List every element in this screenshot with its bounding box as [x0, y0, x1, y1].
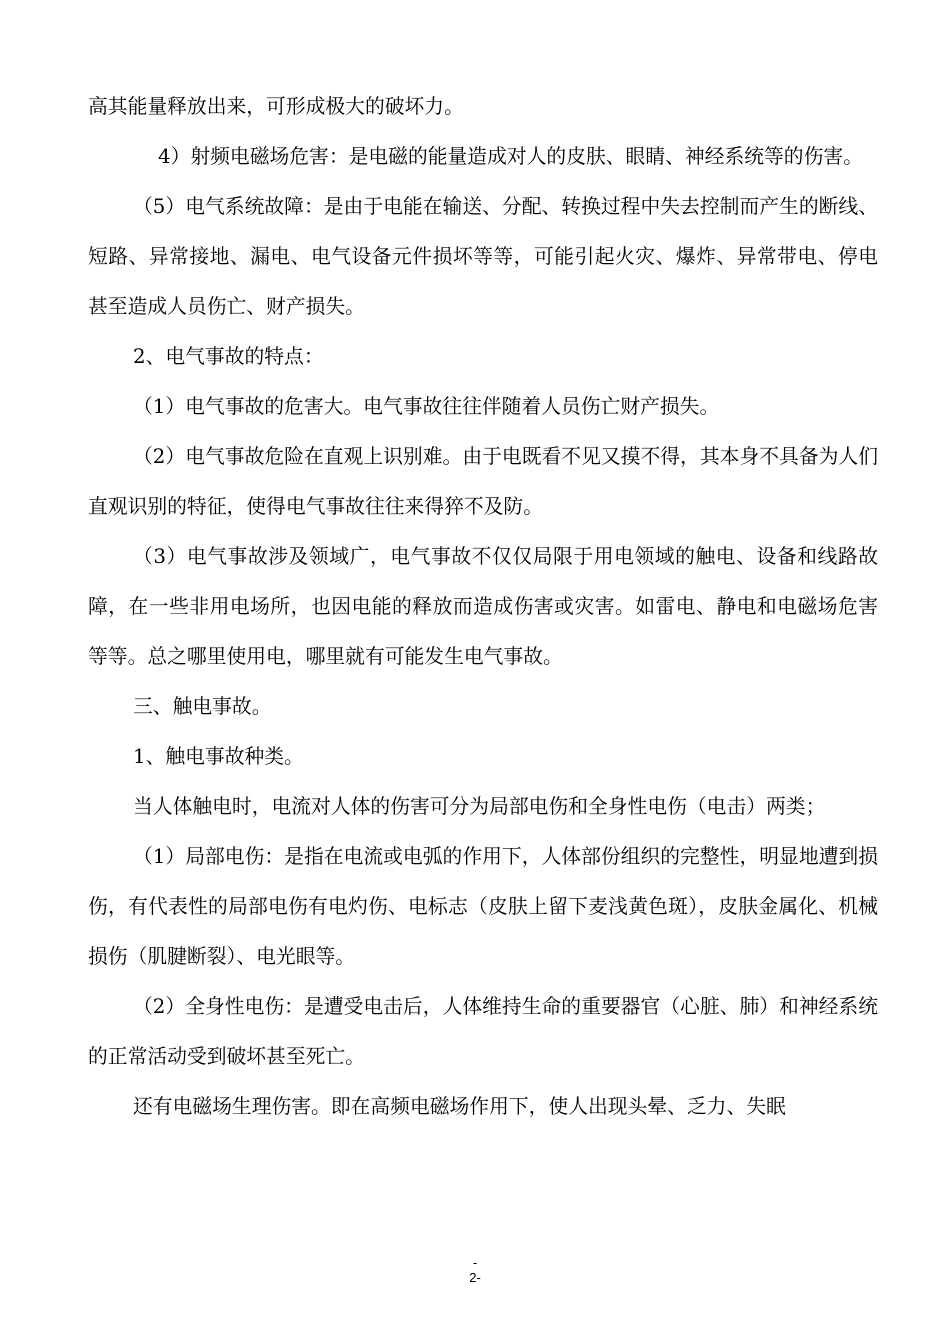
paragraph-rf-hazard: 4）射频电磁场危害：是电磁的能量造成对人的皮肤、眼睛、神经系统等的伤害。	[158, 145, 863, 168]
paragraph-em-field: 还有电磁场生理伤害。即在高频电磁场作用下，使人出现头晕、乏力、失眠	[133, 1095, 786, 1118]
heading-accident-features: 2、电气事故的特点：	[133, 345, 324, 368]
footer-dash: -	[472, 1255, 478, 1270]
page-footer	[0, 1255, 950, 1285]
paragraph-shock-intro: 当人体触电时，电流对人体的伤害可分为局部电伤和全身性电伤（电击）两类；	[133, 795, 826, 818]
paragraph-feature-2: （2）电气事故危险在直观上识别难。由于电既看不见又摸不得，其本身不具备为人们直观识别的特征，使得电气事故往往来得猝不及防。	[88, 445, 878, 518]
body-text	[88, 82, 878, 1132]
paragraph-system-fault: （5）电气系统故障：是由于电能在输送、分配、转换过程中失去控制而产生的断线、短路、异常接地、漏电、电气设备元件损坏等等，可能引起火灾、爆炸、异常带电、停电甚至造成人员伤亡、财产损失。	[88, 195, 878, 318]
paragraph-feature-1: （1）电气事故的危害大。电气事故往往伴随着人员伤亡财产损失。	[133, 395, 720, 418]
page-number: 2-	[469, 1270, 481, 1285]
heading-shock-types: 1、触电事故种类。	[133, 745, 304, 768]
paragraph-continuation: 高其能量释放出来，可形成极大的破坏力。	[88, 95, 464, 118]
paragraph-local-injury: （1）局部电伤：是指在电流或电弧的作用下，人体部份组织的完整性，明显地遭到损伤，有代表性的局部电伤有电灼伤、电标志（皮肤上留下麦浅黄色斑），皮肤金属化、机械损伤（肌腱断裂）、电光眼等。	[88, 845, 878, 968]
paragraph-systemic-injury: （2）全身性电伤：是遭受电击后，人体维持生命的重要器官（心脏、肺）和神经系统的正常活动受到破坏甚至死亡。	[88, 995, 878, 1068]
paragraph-feature-3: （3）电气事故涉及领域广，电气事故不仅仅局限于用电领域的触电、设备和线路故障，在一些非用电场所，也因电能的释放而造成伤害或灾害。如雷电、静电和电磁场危害等等。总之哪里使用电，哪里就有可能发生电气事故。	[88, 545, 878, 668]
heading-section-3: 三、触电事故。	[133, 695, 272, 718]
